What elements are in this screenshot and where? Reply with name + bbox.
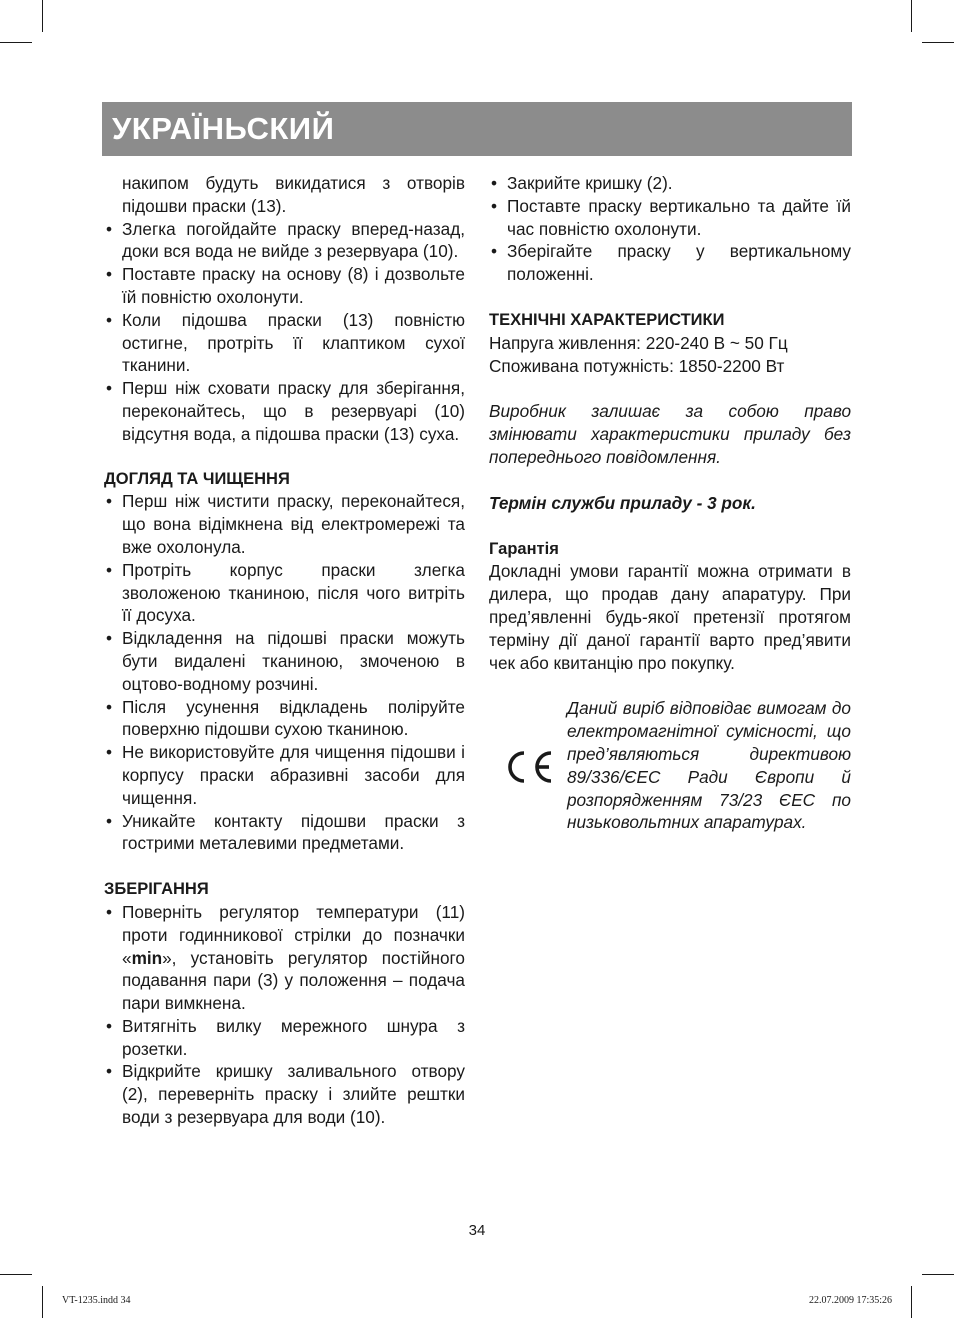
continuation-text: накипом будуть викидатися з отворів підошви праски (13). <box>122 173 465 216</box>
page-title: УКРАЇНЬСКИЙ <box>112 111 335 146</box>
list-item: • Протріть корпус праски злегка зволоженою тканиною, після чого витріть її досуха. <box>104 559 465 627</box>
crop-mark <box>911 0 912 32</box>
spacer <box>489 286 851 309</box>
list-item: • Не використовуйте для чищення підошви і корпусу праски абразивні засоби для чищення. <box>104 741 465 809</box>
list-item: • Злегка погойдайте праску вперед-назад, доки вся вода не вийде з резервуара (10). <box>104 218 465 264</box>
crop-mark <box>0 1274 32 1275</box>
section-heading-care: ДОГЛЯД ТА ЧИЩЕННЯ <box>104 469 290 488</box>
crop-mark <box>911 1286 912 1318</box>
list-item: • Перш ніж сховати праску для зберігання, переконайтесь, що в резервуарі (10) відсутня вода, а підошва праски (13) суха. <box>104 377 465 445</box>
manufacturer-note: Виробник залишає за собою право змінювати характеристики приладу без попереднього повідомлення. <box>489 401 851 467</box>
list-item: • Коли підошва праски (13) повністю остигне, протріть її клаптиком сухої тканини. <box>104 309 465 377</box>
ce-text: Даний виріб відповідає вимогам до електромагнітної сумісності, що пред’являються директивою 89/336/ЄЕС Ради Європи й розпорядженням 73/23 ЄЕС по низьковольтних апаратурах. <box>567 698 851 833</box>
spacer <box>489 515 851 538</box>
warranty-text: Докладні умови гарантії можна отримати в дилера, що продав дану апаратуру. При пред’явленні будь-якої претензії протягом терміну дії даної гарантії варто пред’явити чек або квитанцію про покупку. <box>489 561 851 673</box>
right-column <box>489 172 851 857</box>
crop-mark <box>922 42 954 43</box>
power-spec: Споживана потужність: 1850-2200 Вт <box>489 355 785 376</box>
min-mark: min <box>131 947 163 968</box>
list-item: • Уникайте контакту підошви праски з гострими металевими предметами. <box>104 810 465 856</box>
section-heading-warranty: Гарантія <box>489 539 559 558</box>
service-life: Термін служби приладу - 3 рок. <box>489 492 756 513</box>
crop-mark <box>922 1274 954 1275</box>
list-item: • Відкрийте кришку заливального отвору (2), переверніть праску і злийте рештки води з резервуара для води (10). <box>104 1060 465 1128</box>
section-heading-tech: ТЕХНІЧНІ ХАРАКТЕРИСТИКИ <box>489 310 725 329</box>
file-info: VT-1235.indd 34 <box>62 1295 131 1306</box>
section-heading-storage: ЗБЕРІГАННЯ <box>104 880 209 899</box>
list-item: • Поставте праску на основу (8) і дозвольте їй повністю охолонути. <box>104 263 465 309</box>
list-item <box>104 901 465 1015</box>
list-item-text: », установіть регулятор постійного подавання пари (3) у положення – подача пари вимкнена. <box>122 947 465 1014</box>
bullet-list <box>104 218 465 446</box>
list-item: • Відкладення на підошві праски можуть бути видалені тканиною, змоченою в оцтово-водному розчині. <box>104 627 465 695</box>
left-column <box>104 172 465 1129</box>
bullet-list <box>489 172 851 286</box>
list-item: • Закрийте кришку (2). <box>489 172 851 195</box>
list-item: • Поставте праску вертикально та дайте їй час повністю охолонути. <box>489 195 851 241</box>
list-item: • Зберігайте праску у вертикальному положенні. <box>489 240 851 286</box>
spacer <box>489 469 851 492</box>
print-date-time: 22.07.2009 17:35:26 <box>808 1295 892 1306</box>
page-number: 34 <box>468 1222 486 1239</box>
voltage-spec: Напруга живлення: 220-240 В ~ 50 Гц <box>489 332 788 353</box>
ce-mark-icon <box>503 749 555 785</box>
language-header <box>102 102 852 156</box>
crop-mark <box>0 42 32 43</box>
spacer <box>489 377 851 400</box>
list-item: • Витягніть вилку мережного шнура з розетки. <box>104 1015 465 1061</box>
crop-mark <box>42 0 43 32</box>
list-item-text: Поверніть регулятор температури (11) проти годинникової стрілки до позначки « <box>122 901 465 968</box>
list-item: • Перш ніж чистити праску, переконайтеся, що вона відімкнена від електромережі та вже охолонула. <box>104 490 465 558</box>
crop-mark <box>42 1286 43 1318</box>
ce-compliance <box>489 697 851 857</box>
list-item: • Після усунення відкладень поліруйте поверхню підошви сухою тканиною. <box>104 696 465 742</box>
bullet-list <box>104 901 465 1129</box>
bullet-list <box>104 490 465 855</box>
